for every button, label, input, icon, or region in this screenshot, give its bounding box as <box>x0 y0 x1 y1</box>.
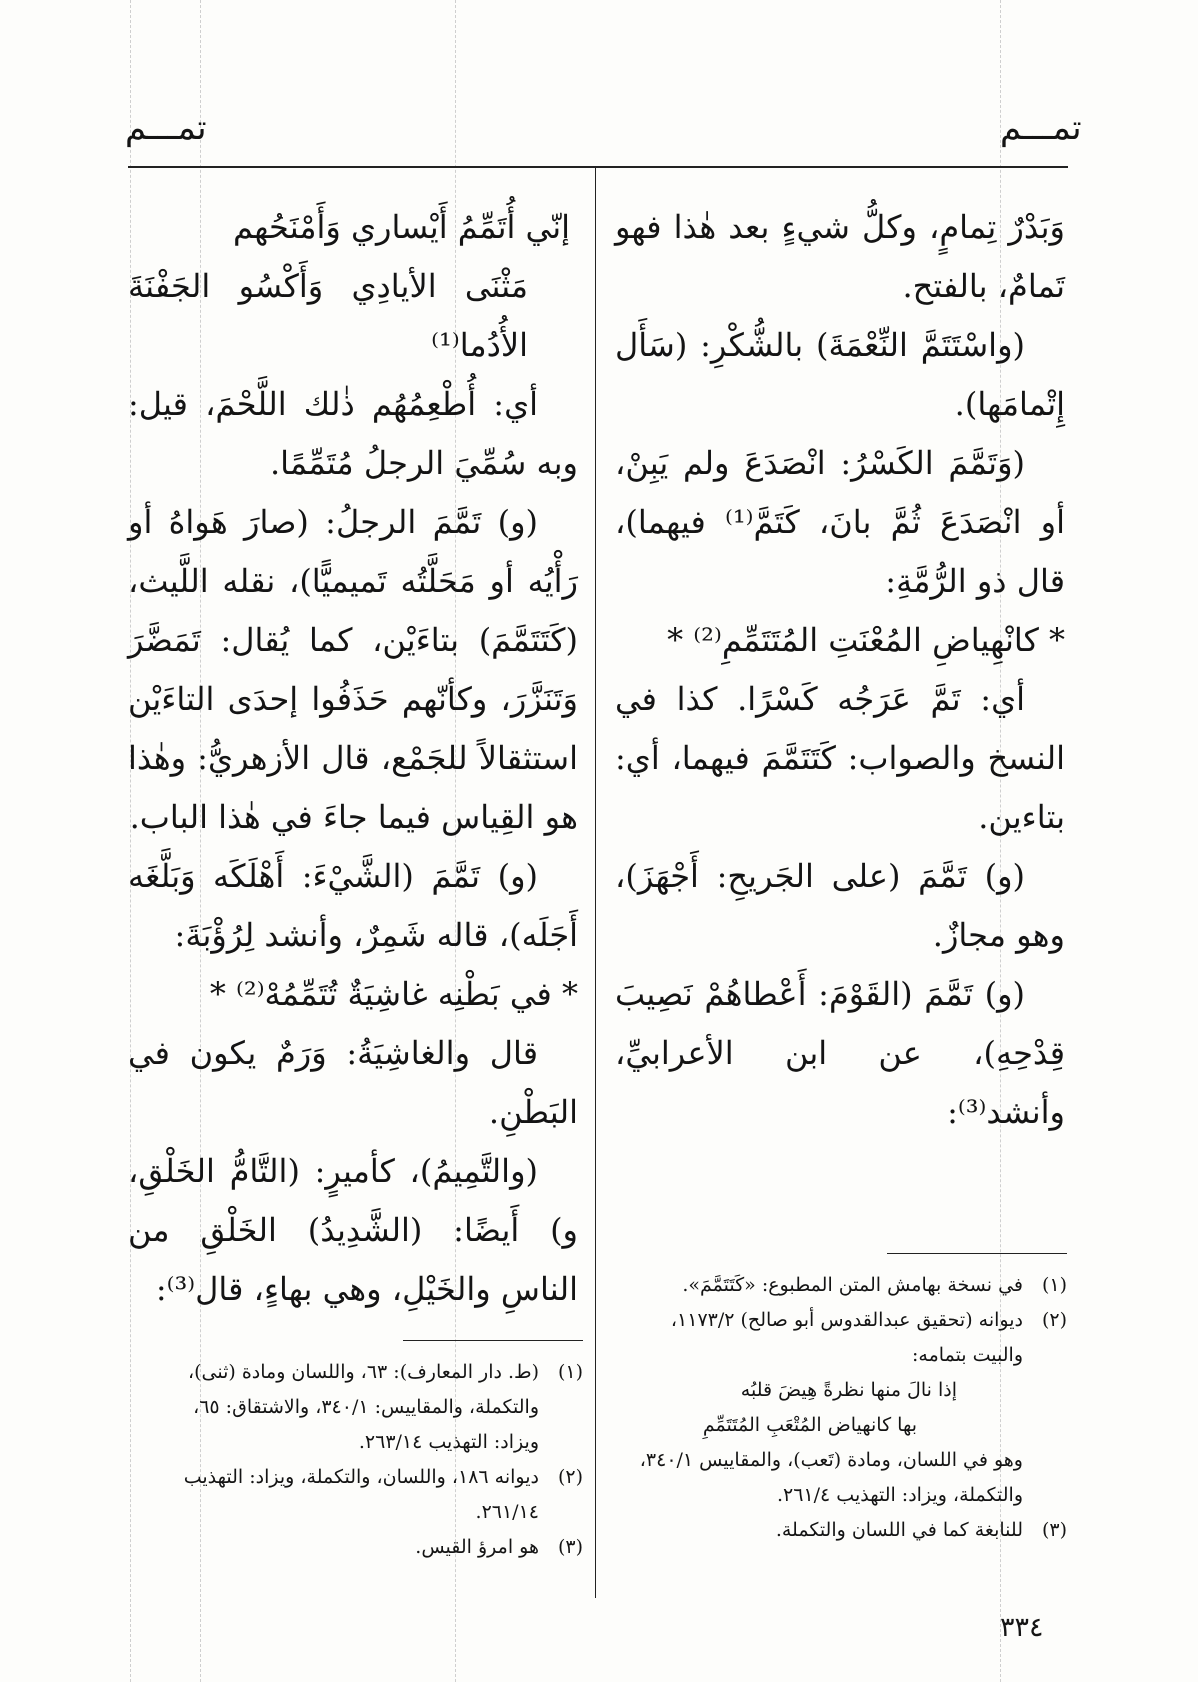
paragraph: قال والغاشِيَةُ: وَرَمٌ يكون في البَطْنِ. <box>128 1034 578 1131</box>
paragraph: أي: أُطْعِمُهُم ذٰلك اللَّحْمَ، قيل: وبه سُمِّيَ الرجلُ مُتَمِّمًا. <box>128 385 578 482</box>
footnote-rule-left <box>403 1340 583 1341</box>
verse-line: * في بَطْنِه غاشِيَةٌ تُتَمِّمُهْ⁽²⁾ * <box>209 975 578 1013</box>
running-header-left: تمـــم <box>125 108 207 148</box>
paragraph: (و) تَمَّمَ الرجلُ: (صارَ هَواهُ أو رَأْيُه أو مَحَلَّتُه تَميميًّا)، نقله اللَّيث، (كَتَتَمَّمَ) بتاءَيْن، كما يُقال: تَمَضَّرَ وَتَنَزَّرَ، وكأنّهم حَذَفُوا إحدَى التاءَيْن استثقالاً للجَمْع، قال الأزهريُّ: وهٰذا هو القِياس فيما جاءَ في هٰذا الباب. <box>128 503 578 836</box>
footnote: (١)في نسخة بهامش المتن المطبوع: «كَتَتَمَّمَ». <box>682 1274 1067 1296</box>
footnote-continuation: والتكملة، والمقاييس: ٣٤٠/١، والاشتقاق: ٦٥، <box>193 1396 539 1418</box>
footnote-continuation: وهو في اللسان، ومادة (تَعب)، والمقاييس ٣٤٠/١، <box>639 1449 1023 1471</box>
paragraph: (وَتَمَّمَ الكَسْرُ: انْصَدَعَ ولم يَبِنْ، أو انْصَدَعَ ثُمَّ بانَ، كَتَمَّ⁽¹⁾ فيهما)، قال ذو الرُّمَّةِ: <box>615 444 1066 600</box>
footnote-continuation: ٢٦١/١٤. <box>475 1501 539 1523</box>
paragraph: أي: تَمَّ عَرَجُه كَسْرًا. كذا في النسخ والصواب: كَتَتَمَّمَ فيهما، أي: بتاءين. <box>615 680 1065 836</box>
footnote-verse: إذا نالَ منها نظرةً هِيضَ قلبُه <box>740 1379 957 1401</box>
footnote-verse: بها كانهياض المُتْعَبِ المُتَتَمِّمِ <box>702 1414 917 1436</box>
footnote-continuation: والبيت بتمامه: <box>912 1344 1023 1366</box>
footnote: (٢)ديوانه (تحقيق عبدالقدوس أبو صالح) ١١٧٣/٢، <box>670 1309 1067 1331</box>
left-column-text <box>128 198 578 1319</box>
paragraph: (و) تَمَّمَ (القَوْمَ: أَعْطاهُمْ نَصِيبَ قِدْحِهِ)، عن ابن الأعرابيِّ، وأنشد⁽³⁾: <box>615 975 1065 1131</box>
right-column-text <box>615 198 1065 1142</box>
verse-line: * كانْهِياضِ المُعْنَتِ المُتَتَمِّمِ⁽²⁾ * <box>667 621 1065 659</box>
verse-line: مَثْنَى الأيادِي وَأَكْسُو الجَفْنَةَ الأُدُما⁽¹⁾ <box>128 267 528 364</box>
footnote-continuation: والتكملة، ويزاد: التهذيب ٢٦١/٤. <box>776 1484 1023 1506</box>
footnote-continuation: ويزاد: التهذيب ٢٦٣/١٤. <box>358 1431 539 1453</box>
footnote: (١)(ط. دار المعارف): ٦٣، واللسان ومادة (ثنى)، <box>187 1361 583 1383</box>
footnote: (٢)ديوانه ١٨٦، واللسان، والتكملة، ويزاد: التهذيب <box>183 1466 583 1488</box>
paragraph: وَبَدْرٌ تِمامٍ، وكلُّ شيءٍ بعد هٰذا فهو تَمامٌ، بالفتح. <box>615 208 1065 305</box>
page-number: ٣٣٤ <box>1000 1612 1044 1643</box>
footnote: (٣)للنابغة كما في اللسان والتكملة. <box>775 1519 1067 1541</box>
paragraph: (و) تَمَّمَ (على الجَريحِ: أَجْهَزَ)، وهو مجازٌ. <box>615 857 1065 954</box>
verse-line: إنّي أُتَمِّمُ أَيْساري وَأَمْنَحُهم <box>232 208 570 246</box>
footnotes-right <box>612 1268 1067 1548</box>
column-divider <box>595 166 596 1598</box>
footnote: (٣)هو امرؤ القيس. <box>415 1536 583 1558</box>
paragraph: (والتَّمِيمُ)، كأميرٍ: (التَّامُّ الخَلْقِ، و) أَيضًا: (الشَّدِيدُ) الخَلْقِ من الناسِ والخَيْلِ، وهي بهاءٍ، قال⁽³⁾: <box>128 1152 578 1308</box>
footnote-rule-right <box>887 1253 1067 1254</box>
paragraph: (و) تَمَّمَ (الشَّيْءَ: أَهْلَكَه وَبَلَّغَه أَجَلَه)، قاله شَمِرٌ، وأنشد لِرُؤْبَةَ: <box>128 857 578 954</box>
header-rule <box>128 166 1068 168</box>
footnotes-left <box>128 1355 583 1565</box>
paragraph: (واسْتَتَمَّ النِّعْمَةَ) بالشُّكْرِ: (سَأَل إِتْمامَها). <box>615 326 1065 423</box>
running-header-right: تمـــم <box>1000 108 1082 148</box>
